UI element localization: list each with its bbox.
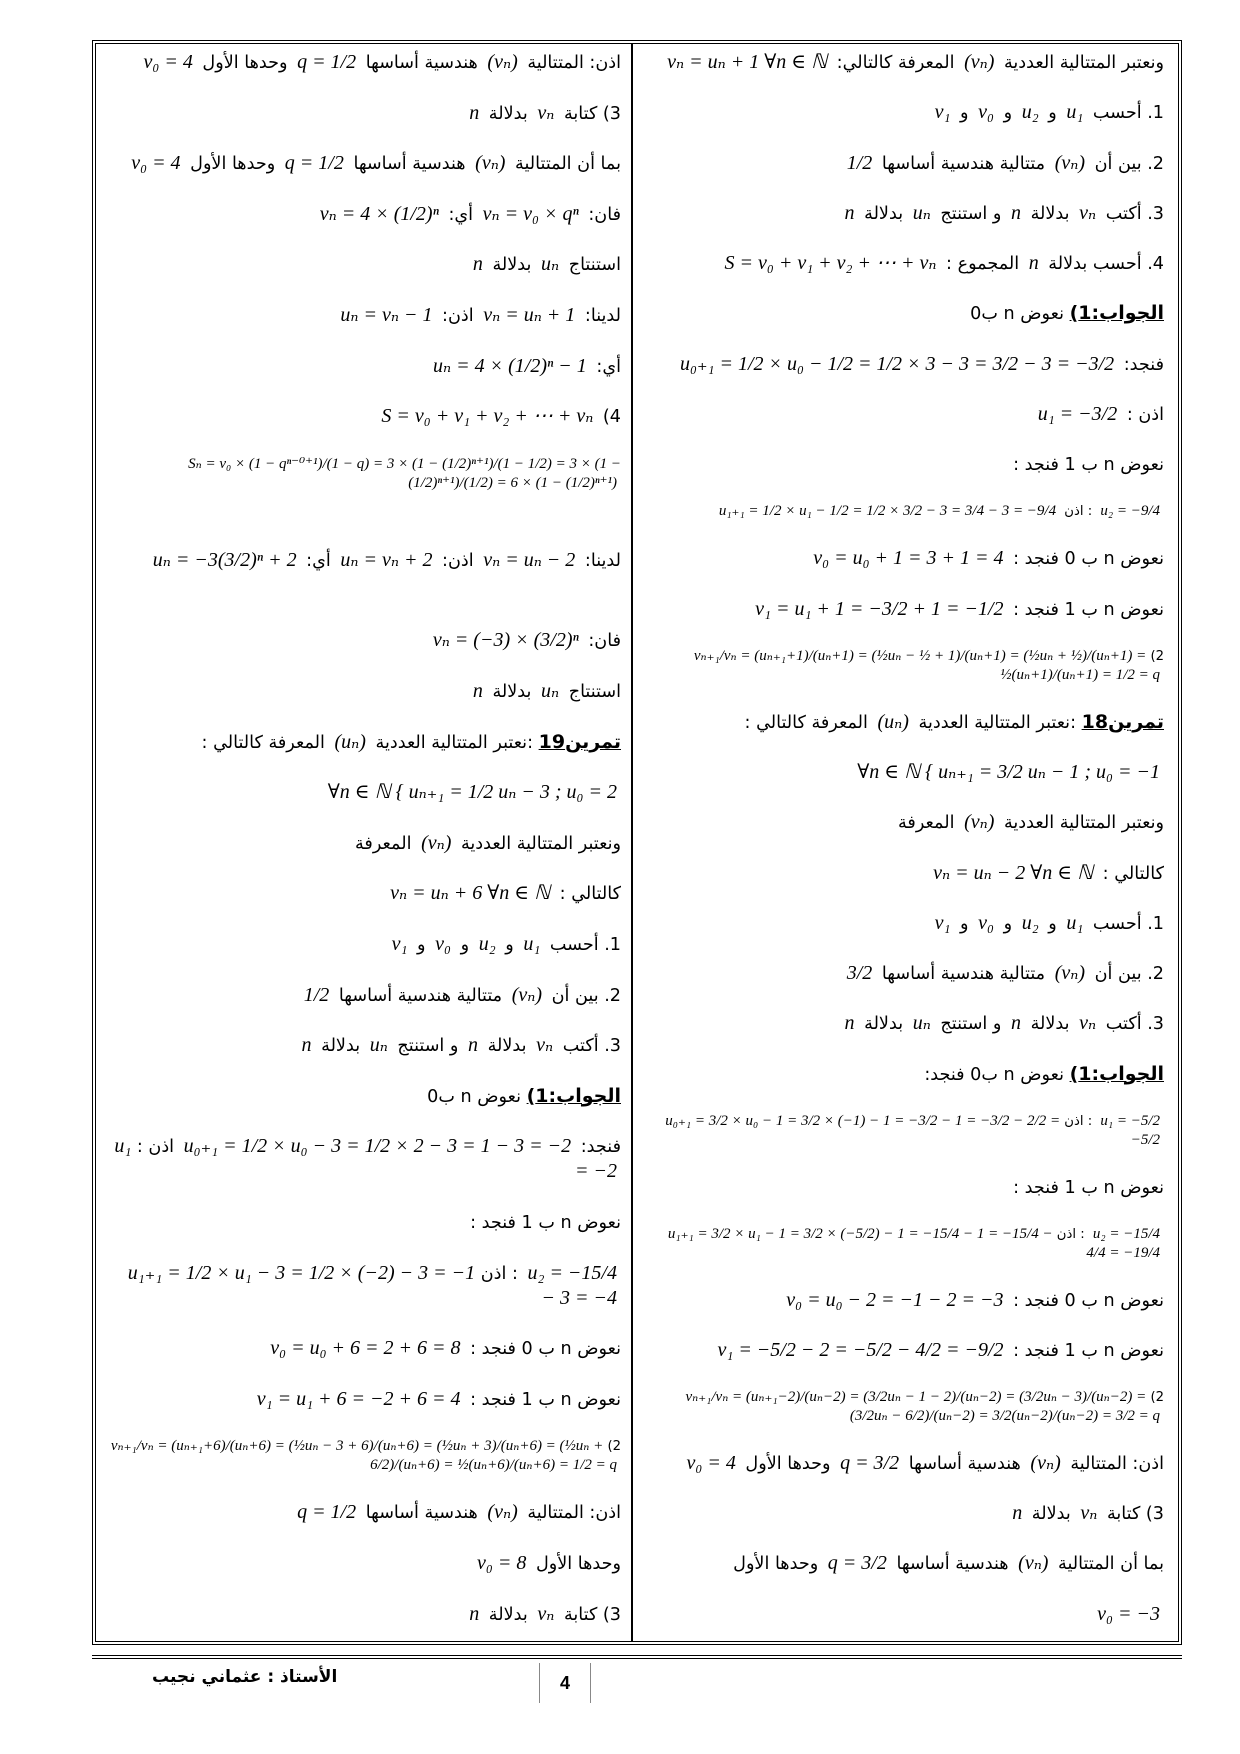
arabic-text: :نعتبر المتتالية العددية bbox=[369, 732, 539, 753]
math-expression: uₙ = vₙ + 2 bbox=[340, 548, 433, 571]
arabic-text: و bbox=[954, 103, 975, 124]
arabic-text: استنتاج bbox=[563, 682, 621, 703]
math-expression: (vₙ) bbox=[475, 152, 506, 175]
math-expression: vₙ bbox=[537, 1602, 555, 1625]
page-frame bbox=[92, 40, 1182, 1645]
exercise-heading: تمرين18 bbox=[1081, 710, 1164, 733]
math-expression: n bbox=[301, 1034, 312, 1057]
math-expression: (vₙ) bbox=[1054, 962, 1086, 985]
math-expression: vₙ = uₙ − 2 ∀n ∈ ℕ bbox=[933, 861, 1094, 884]
math-expression: u₁ = −5/2 bbox=[1100, 1112, 1160, 1129]
arabic-text: :نعتبر المتتالية العددية bbox=[912, 712, 1082, 733]
text-line bbox=[106, 1500, 621, 1525]
math-expression: q = 3/2 bbox=[840, 1451, 900, 1474]
text-line bbox=[106, 831, 621, 856]
math-expression: vₙ bbox=[537, 101, 555, 124]
arabic-text: نعوض n ب 1 فنجد : bbox=[1007, 1340, 1164, 1361]
text-line bbox=[641, 1011, 1164, 1036]
text-line bbox=[106, 101, 621, 126]
math-expression: v₀ = 4 bbox=[686, 1451, 736, 1474]
arabic-text: 4) bbox=[597, 407, 621, 428]
arabic-text: بما أن المتتالية bbox=[1052, 1554, 1164, 1575]
math-expression: n bbox=[1028, 252, 1039, 275]
math-expression: uₙ = −3(3/2)ⁿ + 2 bbox=[152, 548, 297, 571]
math-expression: ∀n ∈ ℕ { uₙ₊₁ = 1/2 uₙ − 3 ; u₀ = 2 bbox=[327, 781, 617, 804]
math-expression: uₙ bbox=[541, 680, 560, 703]
author-name: الأستاذ : عثماني نجيب bbox=[152, 1667, 338, 1687]
text-line bbox=[106, 730, 621, 755]
exercise-heading: الجواب:1) bbox=[526, 1084, 621, 1107]
arabic-text: وحدها الأول bbox=[530, 1554, 621, 1575]
arabic-text: نعوض n ب 1 فنجد : bbox=[470, 1212, 621, 1233]
math-expression: v₀ bbox=[978, 911, 994, 934]
arabic-text: 3. أكتب bbox=[1100, 1014, 1164, 1035]
text-line bbox=[106, 983, 621, 1008]
math-expression: v₁ bbox=[934, 911, 951, 934]
arabic-text: أي: bbox=[590, 356, 621, 377]
arabic-text: متتالية هندسية أساسها bbox=[333, 985, 508, 1006]
arabic-text: ونعتبر المتتالية العددية bbox=[998, 813, 1164, 834]
arabic-text: و bbox=[998, 103, 1018, 124]
arabic-text: 2) bbox=[1146, 648, 1164, 664]
text-line bbox=[106, 1033, 621, 1058]
arabic-text: المجموع : bbox=[940, 254, 1025, 275]
text-line bbox=[106, 1261, 621, 1311]
arabic-text: المعرفة bbox=[898, 813, 961, 834]
math-expression: v₀ = u₀ − 2 = −1 − 2 = −3 bbox=[786, 1288, 1004, 1311]
arabic-text: 2. بين أن bbox=[1089, 153, 1164, 174]
arabic-text: ونعتبر المتتالية العددية bbox=[998, 53, 1164, 73]
arabic-text: ونعتبر المتتالية العددية bbox=[455, 833, 621, 854]
text-line bbox=[106, 1336, 621, 1361]
math-expression: u₁₊₁ = 1/2 × u₁ − 3 = 1/2 × (−2) − 3 = −1 − 3 = −4 bbox=[127, 1261, 617, 1309]
math-expression: vₙ = uₙ + 1 bbox=[483, 303, 576, 326]
math-expression: u₀₊₁ = 1/2 × u₀ − 3 = 1/2 × 2 − 3 = 1 − 3 = −2 bbox=[183, 1135, 572, 1158]
text-line bbox=[106, 1134, 621, 1184]
math-expression: v₀ bbox=[435, 933, 451, 955]
arabic-text: اذن : bbox=[131, 1137, 180, 1158]
text-line bbox=[641, 151, 1164, 176]
math-expression: n bbox=[844, 201, 855, 224]
arabic-text: اذن: bbox=[436, 305, 480, 326]
arabic-text: و استنتج bbox=[391, 1036, 465, 1057]
text-line bbox=[641, 50, 1164, 75]
text-line bbox=[106, 1210, 621, 1235]
text-line bbox=[641, 251, 1164, 276]
math-expression: uₙ = 4 × (1/2)ⁿ − 1 bbox=[433, 354, 587, 377]
text-line bbox=[106, 932, 621, 957]
arabic-text: بدلالة bbox=[315, 1036, 366, 1057]
arabic-text: : اذن bbox=[1060, 1113, 1097, 1129]
arabic-text: و bbox=[1042, 913, 1063, 934]
arabic-text: 3) كتابة bbox=[1101, 1504, 1164, 1525]
arabic-text: وحدها الأول bbox=[184, 154, 281, 175]
arabic-text: المعرفة كالتالي: bbox=[831, 53, 961, 73]
text-line bbox=[106, 780, 621, 805]
math-expression: vₙ = uₙ + 6 ∀n ∈ ℕ bbox=[390, 882, 551, 905]
math-expression: u₁ = −3/2 bbox=[1037, 402, 1118, 425]
math-expression: uₙ bbox=[369, 1034, 388, 1057]
exercise-heading: الجواب:1) bbox=[1069, 302, 1164, 325]
math-expression: u₂ bbox=[1021, 101, 1039, 124]
arabic-text: بدلالة bbox=[483, 103, 534, 124]
arabic-text: : اذن bbox=[1060, 504, 1097, 520]
text-line bbox=[106, 679, 621, 704]
arabic-text: استنتاج bbox=[563, 255, 621, 276]
page-number: 4 bbox=[539, 1663, 591, 1703]
math-expression: Sₙ = v₀ × (1 − qⁿ⁻⁰⁺¹)/(1 − q) = 3 × (1 − (1/2)ⁿ⁺¹)/(1 − 1/2) = 3 × (1 − (1/2)ⁿ⁺¹)/(1/2) = 6 × (1 − (1/2)ⁿ⁺¹) bbox=[188, 455, 621, 491]
text-line bbox=[641, 100, 1164, 125]
arabic-text: نعوض n ب 1 فنجد : bbox=[1013, 455, 1164, 476]
column-divider bbox=[631, 44, 633, 1641]
math-expression: vₙ₊₁/vₙ = (uₙ₊₁−2)/(uₙ−2) = (3/2uₙ − 1 − 2)/(uₙ−2) = (3/2uₙ − 3)/(uₙ−2) = (3/2uₙ − 6/2)/(uₙ−2) = 3/2(uₙ−2)/(uₙ−2) = 3/2 = q bbox=[685, 1389, 1160, 1424]
arabic-text: 3) كتابة bbox=[558, 1604, 621, 1625]
text-line bbox=[106, 1602, 621, 1627]
text-line bbox=[106, 628, 621, 653]
math-expression: vₙ bbox=[1079, 201, 1097, 224]
arabic-text: و استنتج bbox=[934, 203, 1008, 224]
text-line bbox=[641, 1175, 1164, 1200]
math-expression: u₂ = −15/4 bbox=[527, 1261, 617, 1284]
arabic-text: 3. أكتب bbox=[1100, 203, 1164, 224]
arabic-text: و bbox=[455, 935, 475, 955]
math-expression: vₙ bbox=[1080, 1502, 1098, 1525]
math-expression: v₀ = u₀ + 6 = 2 + 6 = 8 bbox=[270, 1337, 461, 1360]
text-line bbox=[641, 452, 1164, 477]
math-expression: v₀ = u₀ + 1 = 3 + 1 = 4 bbox=[813, 547, 1004, 570]
arabic-text: المعرفة كالتالي : bbox=[201, 732, 331, 753]
text-line bbox=[641, 402, 1164, 427]
math-expression: n bbox=[469, 1602, 480, 1625]
text-line bbox=[641, 1288, 1164, 1313]
math-expression: v₁ bbox=[934, 101, 951, 124]
text-line bbox=[641, 1501, 1164, 1526]
arabic-text: 3. أكتب bbox=[557, 1036, 621, 1057]
arabic-text: نعوض n ب0 bbox=[427, 1086, 527, 1107]
math-expression: vₙ = v₀ × qⁿ bbox=[482, 202, 579, 225]
text-line bbox=[641, 597, 1164, 622]
text-line bbox=[641, 1388, 1164, 1426]
arabic-text: نعوض n ب 1 فنجد : bbox=[1013, 1177, 1164, 1198]
math-expression: uₙ bbox=[912, 1012, 931, 1035]
arabic-text: وحدها الأول bbox=[733, 1554, 824, 1575]
arabic-text: بدلالة bbox=[482, 1036, 533, 1057]
page-footer bbox=[92, 1655, 1182, 1703]
math-expression: S = v₀ + v₁ + v₂ + ⋯ + vₙ bbox=[381, 405, 594, 428]
arabic-text: 1. أحسب bbox=[1087, 913, 1164, 934]
text-line bbox=[641, 301, 1164, 326]
math-expression: u₂ bbox=[1021, 911, 1039, 934]
math-expression: (vₙ) bbox=[1018, 1552, 1049, 1575]
math-expression: (vₙ) bbox=[1030, 1451, 1061, 1474]
text-line bbox=[641, 1062, 1164, 1087]
arabic-text: متتالية هندسية أساسها bbox=[876, 153, 1051, 174]
arabic-text: بدلالة bbox=[1025, 1014, 1076, 1035]
math-expression: uₙ bbox=[912, 201, 931, 224]
math-expression: u₂ = −9/4 bbox=[1100, 503, 1160, 520]
arabic-text: كالتالي : bbox=[1097, 863, 1164, 884]
arabic-text: اذن: المتتالية bbox=[1064, 1453, 1164, 1474]
math-expression: v₁ bbox=[391, 933, 408, 955]
math-expression: uₙ = vₙ − 1 bbox=[340, 303, 433, 326]
arabic-text: لدينا: bbox=[579, 550, 621, 571]
text-line bbox=[106, 1551, 621, 1576]
arabic-text: و bbox=[411, 935, 432, 955]
math-expression: u₂ = −15/4 bbox=[1092, 1225, 1160, 1242]
math-expression: vₙ = 4 × (1/2)ⁿ bbox=[319, 202, 439, 225]
arabic-text: بما أن المتتالية bbox=[509, 154, 621, 175]
text-line bbox=[641, 1225, 1164, 1263]
math-expression: (uₙ) bbox=[877, 710, 909, 733]
math-expression: n bbox=[1011, 201, 1022, 224]
text-line bbox=[106, 548, 621, 573]
arabic-text: نعوض n ب 0 فنجد : bbox=[1007, 549, 1164, 570]
text-line bbox=[641, 760, 1164, 785]
arabic-text: متتالية هندسية أساسها bbox=[876, 964, 1051, 985]
math-expression: q = 1/2 bbox=[284, 152, 344, 175]
math-expression: n bbox=[468, 1034, 479, 1057]
arabic-text: 2. بين أن bbox=[546, 985, 621, 1006]
math-expression: u₁ bbox=[523, 933, 541, 955]
arabic-text: بدلالة bbox=[1026, 1504, 1077, 1525]
arabic-text: أي: bbox=[442, 204, 479, 225]
arabic-text: نعوض n ب 1 فنجد : bbox=[1007, 599, 1164, 620]
math-expression: u₁₊₁ = 3/2 × u₁ − 1 = 3/2 × (−5/2) − 1 = −15/4 − 1 = −15/4 − 4/4 = −19/4 bbox=[667, 1225, 1160, 1261]
math-expression: u₁ = −2 bbox=[114, 1135, 617, 1183]
text-line bbox=[106, 354, 621, 379]
math-expression: v₀ = 4 bbox=[143, 51, 193, 73]
arabic-text: 2) bbox=[603, 1439, 621, 1455]
arabic-text: أي: bbox=[300, 550, 337, 571]
text-line bbox=[641, 502, 1164, 521]
arabic-text: اذن: المتتالية bbox=[521, 53, 621, 73]
arabic-text: بدلالة bbox=[858, 203, 909, 224]
math-expression: (vₙ) bbox=[964, 811, 995, 834]
math-expression: ∀n ∈ ℕ { uₙ₊₁ = 3/2 uₙ − 1 ; u₀ = −1 bbox=[857, 760, 1160, 783]
arabic-text: وحدها الأول bbox=[739, 1453, 837, 1474]
arabic-text: : اذن bbox=[1052, 1226, 1089, 1242]
arabic-text: المعرفة bbox=[355, 833, 418, 854]
arabic-text: 3) كتابة bbox=[558, 103, 621, 124]
text-line bbox=[641, 546, 1164, 571]
text-line bbox=[641, 710, 1164, 735]
math-expression: (vₙ) bbox=[487, 51, 518, 73]
exercise-heading: تمرين19 bbox=[538, 730, 621, 753]
arabic-text: نعوض n ب 0 فنجد : bbox=[464, 1339, 621, 1360]
text-line bbox=[641, 352, 1164, 377]
math-expression: q = 3/2 bbox=[827, 1552, 887, 1575]
math-expression: v₀ = 8 bbox=[477, 1552, 527, 1575]
arabic-text: نعوض n ب 0 فنجد : bbox=[1007, 1290, 1164, 1311]
arabic-text: فان: bbox=[582, 204, 621, 225]
text-line bbox=[106, 50, 621, 75]
text-line bbox=[106, 303, 621, 328]
text-line bbox=[106, 1387, 621, 1412]
text-line bbox=[641, 1602, 1164, 1627]
arabic-text: فان: bbox=[582, 631, 621, 652]
math-expression: n bbox=[469, 101, 480, 124]
math-expression: vₙ bbox=[536, 1034, 554, 1057]
arabic-text: هندسية أساسها bbox=[360, 53, 484, 73]
math-expression: n bbox=[1011, 1012, 1022, 1035]
arabic-text: هندسية أساسها bbox=[360, 1503, 484, 1524]
text-line bbox=[641, 1112, 1164, 1150]
math-expression: (vₙ) bbox=[487, 1501, 518, 1524]
arabic-text: و bbox=[998, 913, 1018, 934]
arabic-text: اذن: المتتالية bbox=[521, 1503, 621, 1524]
math-expression: (vₙ) bbox=[964, 51, 995, 73]
math-expression: vₙ = uₙ − 2 bbox=[483, 548, 576, 571]
arabic-text: هندسية أساسها bbox=[890, 1554, 1015, 1575]
arabic-text: نعوض n ب0 bbox=[970, 304, 1070, 325]
arabic-text: فنجد: bbox=[575, 1137, 621, 1158]
arabic-text: و bbox=[499, 935, 520, 955]
math-expression: S = v₀ + v₁ + v₂ + ⋯ + vₙ bbox=[724, 252, 937, 275]
text-line bbox=[641, 861, 1164, 886]
arabic-text: هندسية أساسها bbox=[903, 1453, 1027, 1474]
text-line bbox=[106, 1084, 621, 1109]
math-expression: u₂ bbox=[478, 933, 496, 955]
math-expression: (vₙ) bbox=[421, 831, 452, 854]
math-expression: v₀ bbox=[978, 101, 994, 124]
arabic-text: : اذن bbox=[475, 1263, 524, 1284]
math-expression: u₀₊₁ = 3/2 × u₀ − 1 = 3/2 × (−1) − 1 = −3/2 − 1 = −3/2 − 2/2 = −5/2 bbox=[665, 1112, 1160, 1148]
math-expression: u₀₊₁ = 1/2 × u₀ − 1/2 = 1/2 × 3 − 3 = 3/2 − 3 = −3/2 bbox=[679, 352, 1115, 375]
text-line bbox=[106, 202, 621, 227]
math-expression: vₙ₊₁/vₙ = (uₙ₊₁+1)/(uₙ+1) = (½uₙ − ½ + 1)/(uₙ+1) = (½uₙ + ½)/(uₙ+1) = ½(uₙ+1)/(uₙ+1) = 1/2 = q bbox=[693, 647, 1160, 683]
text-line bbox=[641, 1551, 1164, 1576]
arabic-text: 2) bbox=[1146, 1390, 1164, 1406]
arabic-text: نعوض n ب0 فنجد: bbox=[924, 1064, 1070, 1085]
math-expression: n bbox=[472, 680, 483, 703]
text-line bbox=[106, 404, 621, 429]
arabic-text: بدلالة bbox=[1025, 203, 1076, 224]
text-line bbox=[641, 1451, 1164, 1476]
arabic-text: نعوض n ب 1 فنجد : bbox=[464, 1389, 621, 1410]
math-expression: v₁ = u₁ + 1 = −3/2 + 1 = −1/2 bbox=[755, 597, 1004, 620]
exercise-heading: الجواب:1) bbox=[1069, 1062, 1164, 1085]
arabic-text: 2. بين أن bbox=[1089, 964, 1164, 985]
arabic-text: هندسية أساسها bbox=[347, 154, 472, 175]
arabic-text: كالتالي : bbox=[554, 884, 621, 905]
arabic-text: بدلالة bbox=[858, 1014, 909, 1035]
math-expression: q = 1/2 bbox=[297, 1501, 357, 1524]
arabic-text: اذن : bbox=[1121, 404, 1164, 425]
text-line bbox=[106, 1437, 621, 1475]
arabic-text: 1. أحسب bbox=[1087, 103, 1164, 124]
math-expression: vₙ₊₁/vₙ = (uₙ₊₁+6)/(uₙ+6) = (½uₙ − 3 + 6)/(uₙ+6) = (½uₙ + 3)/(uₙ+6) = (½uₙ + 6/2)/(uₙ+6) = ½(uₙ+6)/(uₙ+6) = 1/2 = q bbox=[110, 1438, 617, 1474]
math-expression: u₁ bbox=[1066, 911, 1084, 934]
math-expression: u₁ bbox=[1066, 101, 1084, 124]
arabic-text: 1. أحسب bbox=[544, 935, 621, 955]
arabic-text: فنجد: bbox=[1118, 354, 1164, 375]
arabic-text: و استنتج bbox=[934, 1014, 1008, 1035]
arabic-text: و bbox=[954, 913, 975, 934]
math-expression: (vₙ) bbox=[511, 983, 543, 1006]
math-expression: vₙ = uₙ + 1 ∀n ∈ ℕ bbox=[667, 51, 828, 73]
right-column bbox=[641, 50, 1164, 1627]
text-line bbox=[106, 455, 621, 493]
text-line bbox=[641, 201, 1164, 226]
math-expression: n bbox=[844, 1012, 855, 1035]
left-column bbox=[106, 50, 621, 1627]
arabic-text: بدلالة bbox=[486, 682, 538, 703]
math-expression: 3/2 bbox=[846, 962, 873, 985]
text-line bbox=[641, 1338, 1164, 1363]
math-expression: uₙ bbox=[541, 253, 560, 276]
math-expression: q = 1/2 bbox=[297, 51, 357, 73]
text-line bbox=[641, 810, 1164, 835]
math-expression: (uₙ) bbox=[334, 730, 366, 753]
arabic-text: و bbox=[1042, 103, 1063, 124]
math-expression: v₁ = −5/2 − 2 = −5/2 − 4/2 = −9/2 bbox=[717, 1338, 1004, 1361]
math-expression: (vₙ) bbox=[1054, 151, 1086, 174]
text-line bbox=[641, 961, 1164, 986]
arabic-text: بدلالة bbox=[483, 1604, 534, 1625]
text-line bbox=[106, 881, 621, 906]
arabic-text: بدلالة bbox=[486, 255, 538, 276]
math-expression: 1/2 bbox=[303, 983, 330, 1006]
math-expression: v₀ = 4 bbox=[131, 152, 181, 175]
math-expression: v₀ = −3 bbox=[1097, 1602, 1160, 1625]
arabic-text: المعرفة كالتالي : bbox=[744, 712, 874, 733]
text-line bbox=[641, 911, 1164, 936]
math-expression: u₁₊₁ = 1/2 × u₁ − 1/2 = 1/2 × 3/2 − 3 = 3/4 − 3 = −9/4 bbox=[718, 503, 1057, 520]
arabic-text: اذن: bbox=[436, 550, 480, 571]
text-line bbox=[106, 252, 621, 277]
math-expression: 1/2 bbox=[846, 151, 873, 174]
arabic-text: 4. أحسب بدلالة bbox=[1042, 254, 1164, 275]
math-expression: vₙ bbox=[1079, 1012, 1097, 1035]
text-line bbox=[641, 647, 1164, 685]
math-expression: vₙ = (−3) × (3/2)ⁿ bbox=[432, 629, 579, 652]
math-expression: n bbox=[472, 253, 483, 276]
arabic-text: وحدها الأول bbox=[196, 53, 294, 73]
math-expression: n bbox=[1012, 1502, 1023, 1525]
arabic-text: لدينا: bbox=[579, 305, 621, 326]
math-expression: v₁ = u₁ + 6 = −2 + 6 = 4 bbox=[256, 1387, 461, 1410]
text-line bbox=[106, 151, 621, 176]
